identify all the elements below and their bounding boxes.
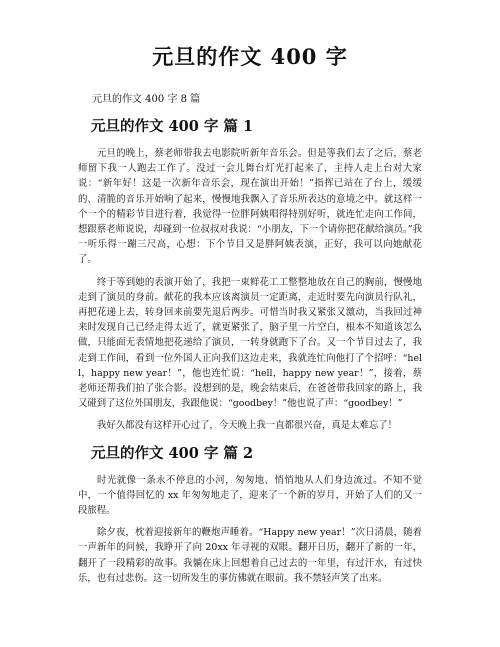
section-heading: 元旦的作文 400 字 篇 1 [91,118,254,135]
section-heading: 元旦的作文 400 字 篇 2 [91,444,254,462]
document-title: 元旦的作文 400 字 [152,44,348,69]
paragraph: 我好久都没有这样开心过了，今天晚上我一直都很兴奋，真是太难忘了！ [97,420,398,432]
essay-section-2 [78,444,422,586]
essay-section-1 [78,117,422,434]
paragraph: 元旦的晚上，蔡老师带我去电影院听新年音乐会。但是等我们去了之后，蔡老师留下我一人跑去工作了。没过一会儿舞台灯光打起来了，主持人走上台对大家说：“新年好！这是一次新年音乐会，现在演出开始！”指挥已站在了台上，缓缓的、清脆的音乐开始响了起来，慢慢地我飘入了音乐所表达的意境之中。就这样一个一个的精彩节目进行着，我觉得一位胖阿姨唱得特别好听，就连忙走向工作间，想跟蔡老师说说，却碰到一位叔叔对我说：“小朋友，下一个请你把花献给演员。”我一听乐得一蹦三尺高，心想：下个节目又是胖阿姨表演，正好，我可以向她献花了。 [78,148,422,266]
paragraph: 终于等到她的表演开始了，我把一束鲜花工工整整地放在自己的胸前，慢慢地走到了演员的身前。献花的我本应该离演员一定距离，走近时要先向演员行队礼，再把花递上去，转身回来前要先退后两步。可惜当时我又紧张又激动，当我回过神来时发现自己已经走得太近了，就更紧张了，脑子里一片空白，根本不知道该怎么做，只能面无表情地把花递给了演员，一转身就跑下了台。又一个节目过去了，我走到工作间，看到一位外国人正向我们这边走来，我就连忙向他打了个招呼：“hell，happy new year！”，他也连忙说：“hell，happy new year！”，接着，蔡老师还帮我们拍了张合影。没想到的是，晚会结束后，在爸爸带我回家的路上，我又碰到了这位外国朋友，我跟他说：“goodbey！”他也说了声：“goodbey！” [78,276,422,410]
document-subtitle: 元旦的作文 400 字 8 篇 [92,94,201,105]
paragraph: 时光就像一条永不停息的小河，匆匆地、悄悄地从人们身边流过。不知不觉中，一个值得回忆的 xx 年匆匆地走了，迎来了一个新的岁月，开始了人们的又一段旅程。 [78,474,422,517]
paragraph: 除夕夜，枕着迎接新年的鞭炮声睡着。“Happy new year！”次日清晨，随着一声新年的问候，我睁开了向 20xx 年寻视的双眼。翻开日历，翻开了新的一年，翻开了一段精彩的故事。我躺在床上回想着自己过去的一年里，有过汗水，有过快乐，也有过悲伤。这一切所发生的事仿佛就在眼前。我不禁轻声笑了出来。 [78,527,422,584]
